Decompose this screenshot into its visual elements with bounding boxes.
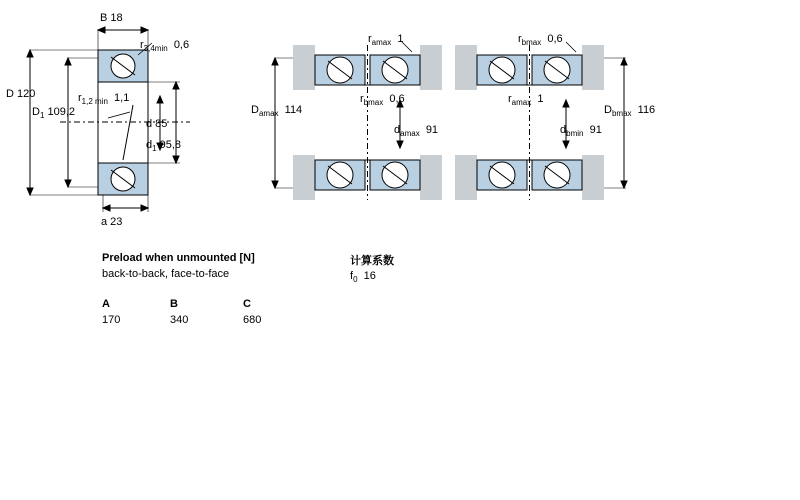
- dim-label-dbmin: $d_{bmin}$ 91: [560, 124, 602, 139]
- dim-label-d: d 85: [146, 118, 168, 130]
- dim-label-B: B 18: [100, 12, 123, 24]
- preload-col-C: C: [243, 298, 251, 310]
- factor-value: $f_0$ 16: [350, 270, 376, 285]
- dim-label-a: a 23: [101, 216, 123, 228]
- dim-label-rbmax-top: $r_{bmax}$ 0,6: [518, 33, 563, 48]
- dim-label-rbmax-mid: $r_{bmax}$ 0,6: [360, 93, 405, 108]
- preload-value-B: 340: [170, 314, 189, 326]
- dim-label-d1: $d_1$ 95,8: [146, 139, 182, 154]
- dim-label-damax: $d_{amax}$ 91: [394, 124, 439, 139]
- preload-col-A: A: [102, 298, 110, 310]
- dim-label-r34min: $r_{3,4min}$ 0,6: [140, 39, 190, 54]
- preload-value-C: 680: [243, 314, 262, 326]
- dim-label-ramax-mid: $r_{amax}$ 1: [508, 93, 544, 108]
- dim-label-D: D 120: [6, 88, 36, 100]
- dim-label-ramax-top: $r_{amax}$ 1: [368, 33, 404, 48]
- dim-label-r12min: $r_{1,2 min}$ 1,1: [78, 92, 130, 107]
- preload-title: Preload when unmounted [N]: [102, 252, 255, 264]
- preload-subtitle: back-to-back, face-to-face: [102, 268, 230, 280]
- dim-label-Damax: $D_{amax}$ 114: [251, 104, 303, 119]
- dim-label-D1: $D_1$ 109,2: [32, 106, 75, 121]
- preload-col-B: B: [170, 298, 178, 310]
- factor-title: 计算系数: [350, 255, 394, 267]
- preload-value-A: 170: [102, 314, 121, 326]
- dim-label-Dbmax: $D_{bmax}$ 116: [604, 104, 656, 119]
